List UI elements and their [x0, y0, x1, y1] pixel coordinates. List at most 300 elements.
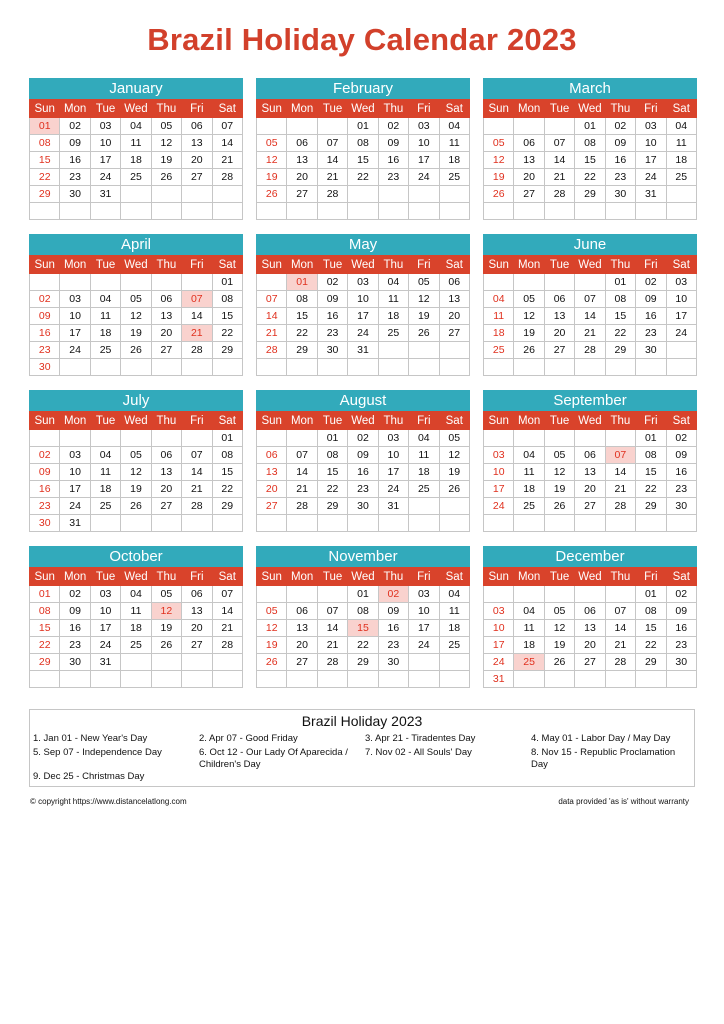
month-july: [29, 390, 243, 532]
empty-cell: [30, 203, 60, 220]
day-cell: 26: [151, 637, 181, 654]
weekday-header: Sun: [484, 256, 514, 274]
day-cell: 11: [90, 464, 120, 481]
day-cell: 19: [121, 481, 151, 498]
weekday-header: Fri: [182, 412, 212, 430]
day-cell: 20: [575, 481, 605, 498]
weekday-header: Sun: [30, 256, 60, 274]
empty-cell: [287, 586, 317, 603]
month-january: [29, 78, 243, 220]
day-cell: 13: [151, 464, 181, 481]
weekday-header: Wed: [348, 100, 378, 118]
disclaimer-text: data provided 'as is' without warranty: [558, 797, 689, 806]
day-cell: 21: [605, 637, 635, 654]
day-cell: 14: [605, 464, 635, 481]
day-cell: 10: [484, 464, 514, 481]
day-cell: 21: [544, 169, 574, 186]
day-cell: 19: [151, 152, 181, 169]
empty-cell: [514, 671, 544, 688]
day-cell: 25: [514, 654, 544, 671]
weekday-header: Mon: [60, 256, 90, 274]
day-cell: 05: [151, 586, 181, 603]
weekday-header: Mon: [287, 256, 317, 274]
day-cell: 11: [484, 308, 514, 325]
day-cell: 20: [287, 169, 317, 186]
day-cell: 30: [636, 342, 666, 359]
day-cell: 19: [121, 325, 151, 342]
day-cell: 08: [575, 135, 605, 152]
month-name: November: [256, 546, 470, 567]
day-cell: 24: [636, 169, 666, 186]
day-cell: 02: [30, 291, 60, 308]
empty-cell: [257, 203, 287, 220]
day-cell: 11: [90, 308, 120, 325]
day-cell: 20: [514, 169, 544, 186]
weekday-header: Tue: [90, 412, 120, 430]
day-cell: 27: [257, 498, 287, 515]
month-february: [256, 78, 470, 220]
empty-cell: [514, 203, 544, 220]
day-cell: 29: [575, 186, 605, 203]
day-cell: 01: [212, 430, 242, 447]
day-cell: 23: [60, 169, 90, 186]
day-cell: 27: [151, 498, 181, 515]
weekday-header: Sun: [484, 568, 514, 586]
day-cell: 08: [636, 603, 666, 620]
day-cell: 04: [90, 447, 120, 464]
day-cell: 31: [60, 515, 90, 532]
empty-cell: [182, 671, 212, 688]
empty-cell: [666, 671, 696, 688]
day-cell: 17: [60, 325, 90, 342]
weekday-header: Sat: [212, 568, 242, 586]
empty-cell: [575, 586, 605, 603]
day-cell: 26: [409, 325, 439, 342]
day-cell: 04: [514, 447, 544, 464]
day-cell: 14: [317, 620, 347, 637]
weekday-header: Tue: [317, 568, 347, 586]
weekday-header: Thu: [378, 256, 408, 274]
empty-cell: [409, 654, 439, 671]
day-cell: 11: [439, 135, 469, 152]
empty-cell: [257, 515, 287, 532]
empty-cell: [514, 359, 544, 376]
day-cell: 23: [666, 637, 696, 654]
day-cell: 03: [409, 118, 439, 135]
empty-cell: [409, 498, 439, 515]
empty-cell: [544, 203, 574, 220]
day-cell: 03: [409, 586, 439, 603]
weekday-header: Fri: [636, 256, 666, 274]
empty-cell: [484, 274, 514, 291]
day-cell: 01: [30, 118, 60, 135]
empty-cell: [121, 274, 151, 291]
empty-cell: [121, 654, 151, 671]
empty-cell: [636, 359, 666, 376]
day-cell: 28: [212, 637, 242, 654]
day-cell: 18: [409, 464, 439, 481]
day-cell: 02: [30, 447, 60, 464]
empty-cell: [575, 203, 605, 220]
empty-cell: [666, 359, 696, 376]
day-cell: 08: [317, 447, 347, 464]
day-cell: 28: [317, 654, 347, 671]
day-cell: 06: [514, 135, 544, 152]
copyright-text: © copyright https://www.distancelatlong.com: [30, 797, 187, 806]
day-cell: 19: [257, 169, 287, 186]
day-cell: 03: [90, 118, 120, 135]
day-cell: 29: [287, 342, 317, 359]
day-cell: 25: [514, 498, 544, 515]
empty-cell: [121, 671, 151, 688]
empty-cell: [514, 274, 544, 291]
day-cell: 23: [317, 325, 347, 342]
day-cell: 13: [182, 135, 212, 152]
day-cell: 08: [30, 135, 60, 152]
day-cell: 16: [30, 325, 60, 342]
day-cell: 21: [257, 325, 287, 342]
empty-cell: [90, 359, 120, 376]
day-cell: 17: [666, 308, 696, 325]
day-cell: 06: [575, 447, 605, 464]
month-june: [483, 234, 697, 376]
day-cell: 15: [636, 464, 666, 481]
empty-cell: [575, 274, 605, 291]
empty-cell: [151, 430, 181, 447]
day-cell: 20: [575, 637, 605, 654]
day-cell: 29: [317, 498, 347, 515]
day-cell: 27: [287, 186, 317, 203]
empty-cell: [182, 203, 212, 220]
day-cell: 13: [514, 152, 544, 169]
holiday-item: 8. Nov 15 - Republic Proclamation Day: [531, 747, 676, 770]
day-cell: 06: [439, 274, 469, 291]
day-cell: 25: [90, 498, 120, 515]
empty-cell: [121, 186, 151, 203]
empty-cell: [636, 515, 666, 532]
empty-cell: [484, 515, 514, 532]
day-cell: 17: [636, 152, 666, 169]
empty-cell: [257, 359, 287, 376]
weekday-header: Sun: [484, 412, 514, 430]
empty-cell: [317, 671, 347, 688]
weekday-header: Tue: [90, 256, 120, 274]
day-cell: 13: [575, 620, 605, 637]
day-cell: 28: [317, 186, 347, 203]
empty-cell: [317, 359, 347, 376]
month-name: August: [256, 390, 470, 411]
day-cell: 19: [544, 637, 574, 654]
day-cell: 26: [121, 498, 151, 515]
month-name: April: [29, 234, 243, 255]
empty-cell: [378, 186, 408, 203]
empty-cell: [544, 274, 574, 291]
day-cell: 02: [378, 118, 408, 135]
weekday-header: Thu: [378, 100, 408, 118]
day-cell: 31: [636, 186, 666, 203]
day-cell: 08: [605, 291, 635, 308]
day-cell: 02: [636, 274, 666, 291]
empty-cell: [60, 430, 90, 447]
day-cell: 10: [666, 291, 696, 308]
weekday-header: Sun: [257, 256, 287, 274]
holiday-item: 9. Dec 25 - Christmas Day: [33, 771, 145, 782]
day-cell: 27: [287, 654, 317, 671]
day-cell: 27: [575, 654, 605, 671]
day-cell: 22: [605, 325, 635, 342]
empty-cell: [348, 203, 378, 220]
empty-cell: [317, 203, 347, 220]
day-cell: 01: [348, 586, 378, 603]
month-march: [483, 78, 697, 220]
day-cell: 21: [317, 637, 347, 654]
day-cell: 23: [605, 169, 635, 186]
day-cell: 06: [182, 586, 212, 603]
day-cell: 24: [90, 169, 120, 186]
day-cell: 11: [666, 135, 696, 152]
day-cell: 29: [605, 342, 635, 359]
day-cell: 09: [348, 447, 378, 464]
day-cell: 09: [30, 308, 60, 325]
day-cell: 16: [666, 620, 696, 637]
day-cell: 09: [378, 135, 408, 152]
day-cell: 04: [90, 291, 120, 308]
weekday-header: Sun: [484, 100, 514, 118]
day-cell: 08: [30, 603, 60, 620]
empty-cell: [151, 203, 181, 220]
weekday-header: Wed: [121, 100, 151, 118]
empty-cell: [182, 274, 212, 291]
empty-cell: [182, 359, 212, 376]
day-cell: 30: [317, 342, 347, 359]
empty-cell: [439, 498, 469, 515]
day-cell: 04: [121, 586, 151, 603]
day-cell: 02: [60, 118, 90, 135]
day-cell: 01: [636, 586, 666, 603]
day-cell: 23: [348, 481, 378, 498]
empty-cell: [378, 359, 408, 376]
day-cell: 06: [151, 291, 181, 308]
day-cell: 08: [348, 135, 378, 152]
day-cell: 16: [378, 152, 408, 169]
day-cell: 23: [378, 169, 408, 186]
day-cell: 07: [257, 291, 287, 308]
day-cell: 30: [60, 654, 90, 671]
day-cell: 07: [605, 447, 635, 464]
weekday-header: Tue: [317, 412, 347, 430]
weekday-header: Tue: [317, 100, 347, 118]
empty-cell: [544, 359, 574, 376]
day-cell: 12: [544, 620, 574, 637]
day-cell: 06: [287, 603, 317, 620]
day-cell: 28: [605, 654, 635, 671]
day-cell: 19: [439, 464, 469, 481]
day-cell: 21: [287, 481, 317, 498]
day-cell: 31: [90, 654, 120, 671]
day-cell: 01: [636, 430, 666, 447]
empty-cell: [484, 203, 514, 220]
weekday-header: Wed: [348, 568, 378, 586]
empty-cell: [151, 274, 181, 291]
day-cell: 25: [484, 342, 514, 359]
day-cell: 20: [287, 637, 317, 654]
day-cell: 22: [317, 481, 347, 498]
empty-cell: [378, 671, 408, 688]
day-cell: 02: [348, 430, 378, 447]
day-cell: 23: [378, 637, 408, 654]
day-cell: 03: [378, 430, 408, 447]
empty-cell: [605, 430, 635, 447]
empty-cell: [287, 671, 317, 688]
day-cell: 05: [121, 291, 151, 308]
empty-cell: [409, 671, 439, 688]
weekday-header: Thu: [605, 568, 635, 586]
day-cell: 16: [317, 308, 347, 325]
weekday-header: Mon: [514, 412, 544, 430]
empty-cell: [514, 586, 544, 603]
day-cell: 07: [182, 291, 212, 308]
day-cell: 18: [439, 620, 469, 637]
day-cell: 05: [514, 291, 544, 308]
empty-cell: [378, 515, 408, 532]
day-cell: 21: [212, 620, 242, 637]
day-cell: 11: [514, 620, 544, 637]
day-cell: 20: [257, 481, 287, 498]
day-cell: 27: [151, 342, 181, 359]
day-cell: 15: [636, 620, 666, 637]
empty-cell: [317, 515, 347, 532]
day-cell: 01: [605, 274, 635, 291]
day-cell: 01: [30, 586, 60, 603]
day-cell: 22: [636, 481, 666, 498]
day-cell: 07: [605, 603, 635, 620]
day-cell: 30: [666, 654, 696, 671]
day-cell: 06: [182, 118, 212, 135]
weekday-header: Sat: [439, 412, 469, 430]
day-cell: 18: [514, 481, 544, 498]
empty-cell: [121, 359, 151, 376]
day-cell: 09: [60, 135, 90, 152]
empty-cell: [182, 430, 212, 447]
day-cell: 03: [60, 447, 90, 464]
day-cell: 14: [605, 620, 635, 637]
empty-cell: [575, 359, 605, 376]
day-cell: 07: [544, 135, 574, 152]
weekday-header: Mon: [514, 256, 544, 274]
weekday-header: Sat: [666, 100, 696, 118]
weekday-header: Mon: [60, 100, 90, 118]
day-cell: 12: [151, 135, 181, 152]
empty-cell: [257, 118, 287, 135]
weekday-header: Sat: [439, 256, 469, 274]
empty-cell: [151, 359, 181, 376]
day-cell: 19: [257, 637, 287, 654]
empty-cell: [484, 430, 514, 447]
day-cell: 18: [484, 325, 514, 342]
day-cell: 04: [439, 586, 469, 603]
empty-cell: [30, 430, 60, 447]
day-cell: 06: [287, 135, 317, 152]
empty-cell: [257, 586, 287, 603]
empty-cell: [439, 359, 469, 376]
weekday-header: Thu: [378, 568, 408, 586]
month-name: March: [483, 78, 697, 99]
day-cell: 14: [317, 152, 347, 169]
day-cell: 04: [378, 274, 408, 291]
day-cell: 12: [484, 152, 514, 169]
empty-cell: [348, 515, 378, 532]
day-cell: 06: [257, 447, 287, 464]
day-cell: 17: [484, 637, 514, 654]
day-cell: 02: [605, 118, 635, 135]
day-cell: 23: [636, 325, 666, 342]
empty-cell: [484, 118, 514, 135]
day-cell: 12: [121, 464, 151, 481]
day-cell: 17: [348, 308, 378, 325]
day-cell: 07: [212, 118, 242, 135]
day-cell: 27: [575, 498, 605, 515]
holiday-item: 7. Nov 02 - All Souls' Day: [365, 747, 472, 758]
day-cell: 08: [287, 291, 317, 308]
day-cell: 08: [348, 603, 378, 620]
day-cell: 30: [30, 359, 60, 376]
day-cell: 23: [30, 342, 60, 359]
day-cell: 12: [544, 464, 574, 481]
day-cell: 28: [257, 342, 287, 359]
day-cell: 04: [121, 118, 151, 135]
day-cell: 31: [90, 186, 120, 203]
day-cell: 18: [439, 152, 469, 169]
day-cell: 08: [212, 291, 242, 308]
day-cell: 10: [90, 135, 120, 152]
empty-cell: [378, 342, 408, 359]
day-cell: 13: [439, 291, 469, 308]
day-cell: 25: [121, 169, 151, 186]
day-cell: 21: [317, 169, 347, 186]
day-cell: 17: [409, 152, 439, 169]
empty-cell: [151, 186, 181, 203]
day-cell: 03: [666, 274, 696, 291]
page-title: Brazil Holiday Calendar 2023: [147, 22, 577, 57]
empty-cell: [575, 515, 605, 532]
day-cell: 14: [182, 464, 212, 481]
day-cell: 25: [439, 169, 469, 186]
empty-cell: [30, 671, 60, 688]
day-cell: 30: [348, 498, 378, 515]
empty-cell: [257, 430, 287, 447]
empty-cell: [90, 515, 120, 532]
empty-cell: [212, 654, 242, 671]
day-cell: 23: [60, 637, 90, 654]
day-cell: 22: [348, 637, 378, 654]
day-cell: 06: [575, 603, 605, 620]
weekday-header: Wed: [121, 412, 151, 430]
day-cell: 25: [439, 637, 469, 654]
empty-cell: [182, 515, 212, 532]
day-cell: 26: [257, 654, 287, 671]
weekday-header: Sat: [666, 568, 696, 586]
month-december: [483, 546, 697, 688]
weekday-header: Thu: [151, 256, 181, 274]
day-cell: 24: [348, 325, 378, 342]
empty-cell: [544, 671, 574, 688]
day-cell: 21: [212, 152, 242, 169]
empty-cell: [605, 586, 635, 603]
day-cell: 03: [60, 291, 90, 308]
day-cell: 22: [575, 169, 605, 186]
empty-cell: [212, 203, 242, 220]
empty-cell: [544, 430, 574, 447]
